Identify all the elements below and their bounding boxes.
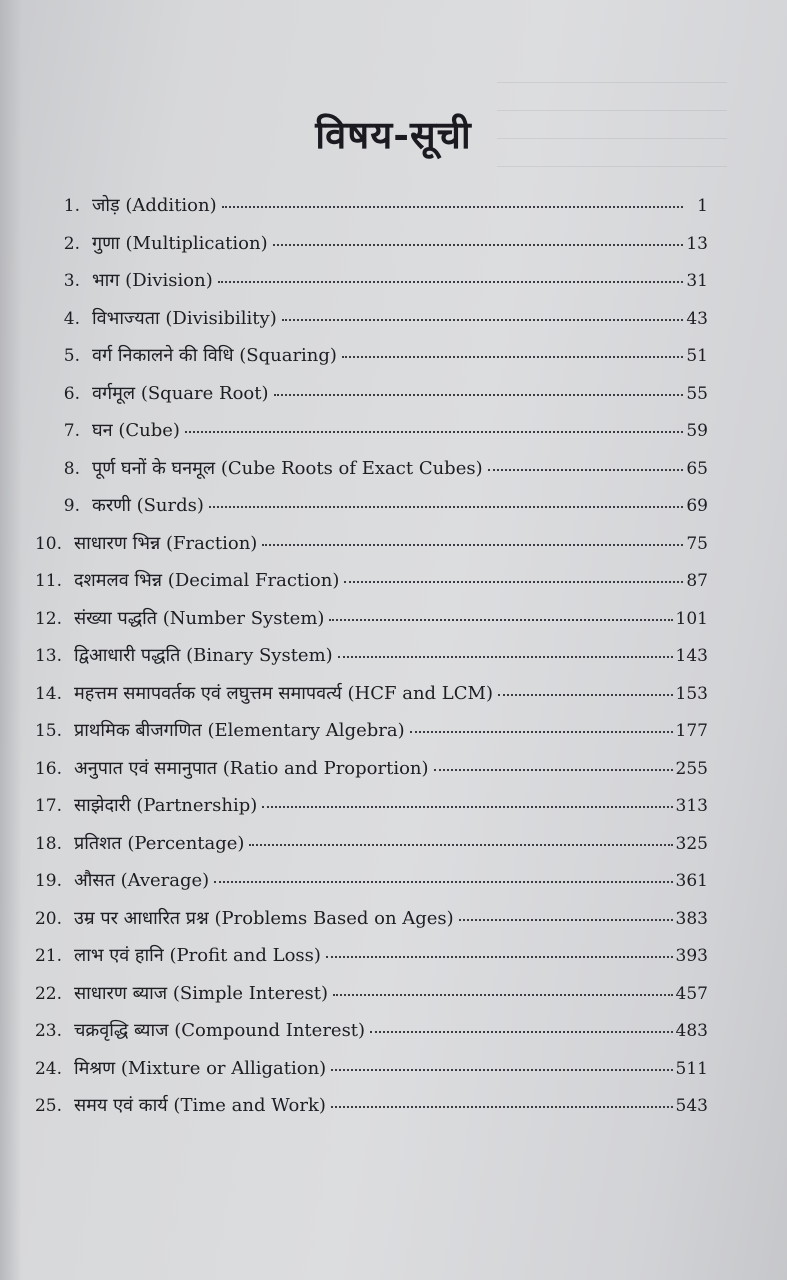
- toc-row: [18, 718, 708, 756]
- toc-page-number: 255: [675, 758, 708, 779]
- page-title: विषय-सूची: [315, 112, 472, 157]
- toc-row: [18, 831, 708, 869]
- toc-chapter-title: गुणा (Multiplication): [92, 232, 268, 254]
- dot-leader: [262, 543, 683, 546]
- toc-row: [18, 493, 708, 531]
- dot-leader: [342, 355, 683, 358]
- toc-row: [18, 306, 708, 344]
- toc-number: 15.: [34, 721, 62, 741]
- toc-page-number: 313: [675, 796, 708, 816]
- dot-leader: [214, 880, 672, 883]
- toc-chapter-title: मिश्रण (Mixture or Alligation): [74, 1057, 327, 1079]
- toc-number: 18.: [34, 833, 62, 854]
- toc-page-number: 59: [686, 421, 708, 441]
- dot-leader: [222, 205, 683, 208]
- toc-number: 4.: [63, 308, 80, 329]
- dot-leader: [274, 393, 684, 396]
- toc-chapter-title: करणी (Surds): [92, 495, 204, 516]
- toc-row: [18, 756, 708, 794]
- dot-leader: [331, 1068, 672, 1071]
- dot-leader: [370, 1030, 672, 1033]
- toc-number: 13.: [34, 646, 62, 666]
- toc-chapter-title: वर्ग निकालने की विधि (Squaring): [92, 345, 337, 366]
- toc-page-number: 43: [686, 308, 708, 329]
- toc-chapter-title: जोड़ (Addition): [92, 195, 217, 216]
- toc-chapter-title: लाभ एवं हानि (Profit and Loss): [74, 945, 321, 966]
- toc-page-number: 31: [686, 271, 708, 291]
- dot-leader: [282, 318, 683, 321]
- toc-page-number: 177: [675, 721, 708, 741]
- toc-row: [18, 981, 708, 1019]
- dot-leader: [459, 918, 673, 921]
- toc-chapter-title: महत्तम समापवर्तक एवं लघुत्तम समापवर्त्य (HCF and LCM): [74, 682, 493, 704]
- dot-leader: [249, 843, 672, 846]
- toc-page-number: 383: [675, 908, 708, 929]
- toc-number: 25.: [34, 1096, 62, 1116]
- toc-chapter-title: घन (Cube): [92, 420, 180, 441]
- toc-row: [18, 868, 708, 906]
- toc-chapter-title: भाग (Division): [92, 270, 213, 291]
- toc-page-number: 153: [675, 683, 708, 704]
- dot-leader: [331, 1105, 673, 1108]
- dot-leader: [218, 280, 683, 283]
- toc-chapter-title: अनुपात एवं समानुपात (Ratio and Proportion): [74, 757, 429, 779]
- toc-chapter-title: दशमलव भिन्न (Decimal Fraction): [74, 570, 340, 591]
- toc-row: [18, 606, 708, 644]
- toc-row: [18, 1018, 708, 1056]
- toc-page-number: 361: [675, 871, 708, 891]
- toc-page-number: 483: [675, 1021, 708, 1041]
- dot-leader: [185, 430, 683, 433]
- toc-page-number: 457: [675, 983, 708, 1004]
- toc-row: [18, 943, 708, 981]
- toc-number: 1.: [63, 196, 80, 216]
- dot-leader: [338, 655, 673, 658]
- toc-page-number: 87: [686, 571, 708, 591]
- toc-chapter-title: संख्या पद्धति (Number System): [74, 607, 325, 629]
- toc-page-number: 13: [686, 233, 708, 254]
- toc-number: 12.: [34, 608, 62, 629]
- dot-leader: [273, 243, 683, 246]
- toc-number: 8.: [63, 458, 80, 479]
- toc-number: 2.: [63, 233, 80, 254]
- toc-row: [18, 268, 708, 306]
- toc-row: [18, 793, 708, 831]
- toc-chapter-title: समय एवं कार्य (Time and Work): [74, 1095, 326, 1116]
- toc-number: 19.: [34, 871, 62, 891]
- toc-row: [18, 231, 708, 269]
- toc-row: [18, 193, 708, 231]
- toc-number: 9.: [63, 496, 80, 516]
- toc-chapter-title: विभाज्यता (Divisibility): [92, 307, 277, 329]
- dot-leader: [434, 768, 673, 771]
- toc-page-number: 51: [686, 346, 708, 366]
- toc-number: 16.: [34, 758, 62, 779]
- toc-chapter-title: साधारण ब्याज (Simple Interest): [74, 982, 329, 1004]
- toc-number: 17.: [34, 796, 62, 816]
- dot-leader: [329, 618, 672, 621]
- toc-page-number: 55: [686, 383, 708, 404]
- toc-row: [18, 1093, 708, 1131]
- toc-chapter-title: वर्गमूल (Square Root): [92, 382, 269, 404]
- toc-row: [18, 343, 708, 381]
- toc-chapter-title: चक्रवृद्धि ब्याज (Compound Interest): [74, 1020, 366, 1041]
- dot-leader: [344, 580, 683, 583]
- dot-leader: [498, 693, 673, 696]
- dot-leader: [209, 505, 683, 508]
- toc-number: 24.: [34, 1058, 62, 1079]
- toc-chapter-title: औसत (Average): [74, 870, 210, 891]
- dot-leader: [326, 955, 673, 958]
- toc-chapter-title: द्विआधारी पद्धति (Binary System): [74, 645, 333, 666]
- toc-chapter-title: प्रतिशत (Percentage): [74, 832, 245, 854]
- toc-row: [18, 681, 708, 719]
- toc-number: 22.: [34, 983, 62, 1004]
- toc-number: 10.: [34, 533, 62, 554]
- toc-page-number: 1: [697, 196, 708, 216]
- toc-number: 7.: [63, 421, 80, 441]
- toc-row: [18, 568, 708, 606]
- dot-leader: [333, 993, 673, 996]
- toc-number: 23.: [34, 1021, 62, 1041]
- dot-leader: [262, 805, 672, 808]
- toc-number: 11.: [34, 571, 62, 591]
- toc-row: [18, 1056, 708, 1094]
- toc-row: [18, 906, 708, 944]
- dot-leader: [488, 468, 683, 471]
- toc-row: [18, 381, 708, 419]
- toc-number: 21.: [34, 946, 62, 966]
- toc-number: 6.: [63, 383, 80, 404]
- toc-page-number: 65: [686, 458, 708, 479]
- toc-number: 3.: [63, 271, 80, 291]
- toc-page-number: 69: [686, 496, 708, 516]
- toc-page-number: 543: [675, 1096, 708, 1116]
- toc-page-number: 75: [686, 533, 708, 554]
- toc-page-number: 393: [675, 946, 708, 966]
- toc-row: [18, 531, 708, 569]
- toc-page-number: 511: [675, 1058, 708, 1079]
- toc-chapter-title: उम्र पर आधारित प्रश्न (Problems Based on Ages): [74, 907, 454, 929]
- toc-row: [18, 456, 708, 494]
- dot-leader: [410, 730, 673, 733]
- toc-number: 14.: [34, 683, 62, 704]
- toc-row: [18, 418, 708, 456]
- toc-chapter-title: प्राथमिक बीजगणित (Elementary Algebra): [74, 720, 405, 741]
- toc-number: 5.: [63, 346, 80, 366]
- toc-row: [18, 643, 708, 681]
- toc-page-number: 325: [675, 833, 708, 854]
- toc-page-number: 143: [675, 646, 708, 666]
- toc-chapter-title: पूर्ण घनों के घनमूल (Cube Roots of Exact Cubes): [92, 457, 483, 479]
- toc-page-number: 101: [675, 608, 708, 629]
- table-of-contents: [18, 193, 708, 1131]
- toc-chapter-title: साधारण भिन्न (Fraction): [74, 532, 258, 554]
- toc-number: 20.: [34, 908, 62, 929]
- toc-chapter-title: साझेदारी (Partnership): [74, 795, 258, 816]
